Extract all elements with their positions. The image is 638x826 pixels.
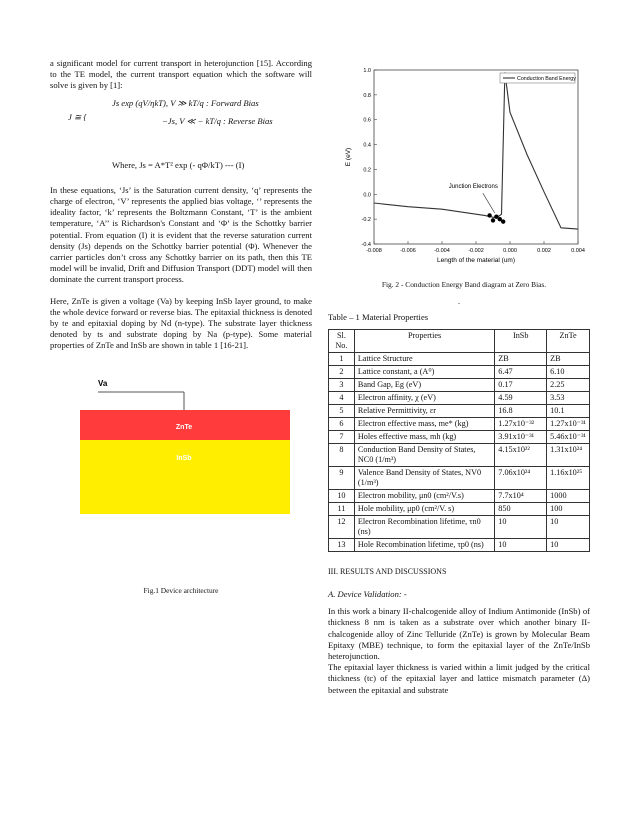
table-cell: 8 bbox=[329, 443, 355, 466]
fig2-caption: Fig. 2 - Conduction Energy Band diagram at Zero Bias. bbox=[381, 280, 547, 290]
table-row bbox=[329, 391, 590, 404]
table-cell: 6.47 bbox=[495, 365, 547, 378]
table-cell: 10 bbox=[495, 538, 547, 551]
table-cell: Relative Permittivity, εr bbox=[354, 404, 494, 417]
x-tick-label: 0.000 bbox=[503, 248, 517, 254]
znte-label: ZnTe bbox=[175, 423, 193, 431]
table-row bbox=[329, 430, 590, 443]
subsection-heading: A. Device Validation: - bbox=[328, 589, 407, 600]
table-cell: 0.17 bbox=[495, 378, 547, 391]
table-cell: Lattice constant, a (A⁰) bbox=[354, 365, 494, 378]
table-header-2: InSb bbox=[495, 329, 547, 352]
x-tick-label: 0.002 bbox=[537, 248, 551, 254]
table-header-0: Sl. No. bbox=[329, 329, 355, 352]
table-cell: Electron Recombination lifetime, τn0 (ns) bbox=[354, 515, 494, 538]
table-cell: Band Gap, Eg (eV) bbox=[354, 378, 494, 391]
table-cell: Conduction Band Density of States, NC0 (1/m³) bbox=[354, 443, 494, 466]
right-column bbox=[328, 58, 590, 696]
y-tick-label: 0.0 bbox=[363, 192, 371, 199]
table-cell: 10 bbox=[495, 515, 547, 538]
y-tick-label: 0.6 bbox=[363, 117, 371, 124]
table-title: Table – 1 Material Properties bbox=[328, 311, 429, 322]
table-cell: Electron effective mass, me* (kg) bbox=[354, 417, 494, 430]
table-row bbox=[329, 502, 590, 515]
paragraph-intro: a significant model for current transport in heterojunction [15]. According to the TE model, the current transport equation which the software will solve is given by [1]: bbox=[50, 58, 312, 91]
equation-block bbox=[50, 92, 312, 152]
equation-forward: Js exp (qV/ηkT), V ≫ kT/q : Forward Bias bbox=[112, 97, 259, 108]
table-cell: 850 bbox=[495, 502, 547, 515]
insb-label: InSb bbox=[176, 454, 192, 462]
table-cell: 4 bbox=[329, 391, 355, 404]
table-header-3: ZnTe bbox=[547, 329, 590, 352]
table-row bbox=[329, 417, 590, 430]
stray-dot: . bbox=[458, 297, 460, 307]
paragraph-device: Here, ZnTe is given a voltage (Va) by keeping InSb layer ground, to make the whole device forward or reverse bias. The epitaxial thickness is denoted by te and epitaxial doping by Nd (n-type). The substrate layer thickness denoted by ts and substrate doping by Na (p-type). Some material properties of ZnTe and InSb are shown in table 1 [16-21]. bbox=[50, 295, 312, 351]
junction-electron-marker bbox=[487, 213, 491, 217]
table-row bbox=[329, 352, 590, 365]
table-row bbox=[329, 489, 590, 502]
device-architecture-figure bbox=[80, 364, 290, 564]
annotation-junction-electrons: Junction Electrons bbox=[448, 184, 498, 191]
table-cell: ZB bbox=[495, 352, 547, 365]
junction-electron-marker bbox=[501, 219, 505, 223]
table-cell: Electron affinity, χ (eV) bbox=[354, 391, 494, 404]
table-cell: Electron mobility, μn0 (cm²/V.s) bbox=[354, 489, 494, 502]
paragraph-thickness: The epitaxial layer thickness is varied within a limit judged by the critical thickness (tc) of the epitaxial layer and lattice mismatch parameter (Δ) between the epitaxial and substrate bbox=[328, 662, 590, 695]
section-heading: III. RESULTS AND DISCUSSIONS bbox=[328, 566, 447, 576]
y-tick-label: -0.4 bbox=[361, 242, 371, 248]
table-cell: 5 bbox=[329, 404, 355, 417]
table-cell: 16.8 bbox=[495, 404, 547, 417]
plot-frame bbox=[374, 70, 578, 244]
table-cell: 2.25 bbox=[547, 378, 590, 391]
annotation-arrow bbox=[483, 193, 495, 213]
left-column bbox=[50, 58, 312, 596]
x-tick-label: -0.002 bbox=[468, 248, 484, 254]
table-cell: 1000 bbox=[547, 489, 590, 502]
table-cell: 100 bbox=[547, 502, 590, 515]
table-cell: Hole Recombination lifetime, τp0 (ns) bbox=[354, 538, 494, 551]
y-axis-label: E (eV) bbox=[345, 147, 352, 167]
table-header-1: Properties bbox=[354, 329, 494, 352]
y-tick-label: -0.2 bbox=[361, 217, 371, 224]
table-cell: 10.1 bbox=[547, 404, 590, 417]
table-cell: 5.46x10⁻³¹ bbox=[547, 430, 590, 443]
table-cell: 4.15x10²² bbox=[495, 443, 547, 466]
table-cell: 6.10 bbox=[547, 365, 590, 378]
table-row bbox=[329, 443, 590, 466]
x-tick-label: -0.004 bbox=[434, 248, 450, 254]
x-tick-label: 0.004 bbox=[571, 248, 585, 254]
series-line bbox=[374, 73, 578, 230]
legend-label: Conduction Band Energy bbox=[517, 76, 576, 82]
x-axis-label: Length of the material (um) bbox=[436, 257, 516, 264]
table-cell: 6 bbox=[329, 417, 355, 430]
table-row bbox=[329, 404, 590, 417]
table-cell: 2 bbox=[329, 365, 355, 378]
table-cell: 12 bbox=[329, 515, 355, 538]
table-cell: 3 bbox=[329, 378, 355, 391]
table-cell: 7 bbox=[329, 430, 355, 443]
y-tick-label: 0.2 bbox=[363, 167, 371, 174]
table-cell: 10 bbox=[547, 538, 590, 551]
table-row bbox=[329, 515, 590, 538]
table-cell: 1.27x10⁻³² bbox=[495, 417, 547, 430]
table-cell: 7.7x10⁴ bbox=[495, 489, 547, 502]
table-cell: Lattice Structure bbox=[354, 352, 494, 365]
y-tick-label: 0.4 bbox=[363, 142, 371, 149]
table-cell: Hole mobility, μp0 (cm²/V. s) bbox=[354, 502, 494, 515]
table-row bbox=[329, 378, 590, 391]
table-cell: ZB bbox=[547, 352, 590, 365]
equation-j: J ≅ { bbox=[68, 111, 87, 122]
equation-where: Where, Js = A*T² exp (- qΦ/kT) --- (I) bbox=[112, 159, 245, 170]
table-cell: 1.31x10²⁴ bbox=[547, 443, 590, 466]
y-tick-label: 1.0 bbox=[363, 68, 371, 74]
fig1-caption: Fig.1 Device architecture bbox=[143, 585, 219, 595]
va-label: Va bbox=[98, 378, 108, 388]
table-row bbox=[329, 466, 590, 489]
paragraph-validation: In this work a binary II-chalcogenide alloy of Indium Antimonide (InSb) of thickness 8 nm is taken as a substrate over which another binary II-chalcogenide alloy of Zinc Telluride (ZnTe) is grown by Molecular Beam Epitaxy (MBE) technique, to form the epitaxial layer of the ZnTe/InSb heterojunction. bbox=[328, 606, 590, 662]
junction-electron-marker bbox=[491, 218, 495, 222]
x-tick-label: -0.006 bbox=[400, 248, 416, 254]
table-cell: 3.91x10⁻³¹ bbox=[495, 430, 547, 443]
table-cell: Holes effective mass, mh (kg) bbox=[354, 430, 494, 443]
table-cell: 10 bbox=[547, 515, 590, 538]
table-cell: 9 bbox=[329, 466, 355, 489]
table-row bbox=[329, 538, 590, 551]
table-cell: 4.59 bbox=[495, 391, 547, 404]
table-cell: 11 bbox=[329, 502, 355, 515]
table-cell: 1.16x10²⁵ bbox=[547, 466, 590, 489]
table-cell: 1 bbox=[329, 352, 355, 365]
equation-reverse: −Js, V ≪ − kT/q : Reverse Bias bbox=[162, 115, 273, 126]
table-cell: 13 bbox=[329, 538, 355, 551]
table-cell: Valence Band Density of States, NV0 (1/m³) bbox=[354, 466, 494, 489]
table-row bbox=[329, 365, 590, 378]
conduction-band-chart bbox=[340, 62, 590, 272]
x-tick-label: -0.008 bbox=[366, 248, 382, 254]
insb-layer bbox=[80, 440, 290, 514]
paragraph-definitions: In these equations, ‘Js’ is the Saturation current density, ‘q’ represents the charge of electron, ‘V’ represents the applied bias voltage, ‘’ represents the ideality factor, ‘k’ represents the Boltzmann Constant, ‘T’ is the ambient temperature, ‘A’’ is Richardson's Constant and ‘Φ’ is the Schottky barrier potential. From equation (I) it is evident that the reverse saturation current density (Js) depends on the Schottky barrier potential (Φ). Whenever the carrier particles don’t cross any Schottky barrier on its path, then this TE model will be invalid, Drift and Diffusion Transport (DDT) model will then dominate the current transport process. bbox=[50, 184, 312, 285]
table-cell: 1.27x10⁻³¹ bbox=[547, 417, 590, 430]
y-tick-label: 0.8 bbox=[363, 92, 371, 99]
table-cell: 7.06x10²⁴ bbox=[495, 466, 547, 489]
material-properties-table bbox=[328, 329, 590, 552]
table-cell: 10 bbox=[329, 489, 355, 502]
table-cell: 3.53 bbox=[547, 391, 590, 404]
